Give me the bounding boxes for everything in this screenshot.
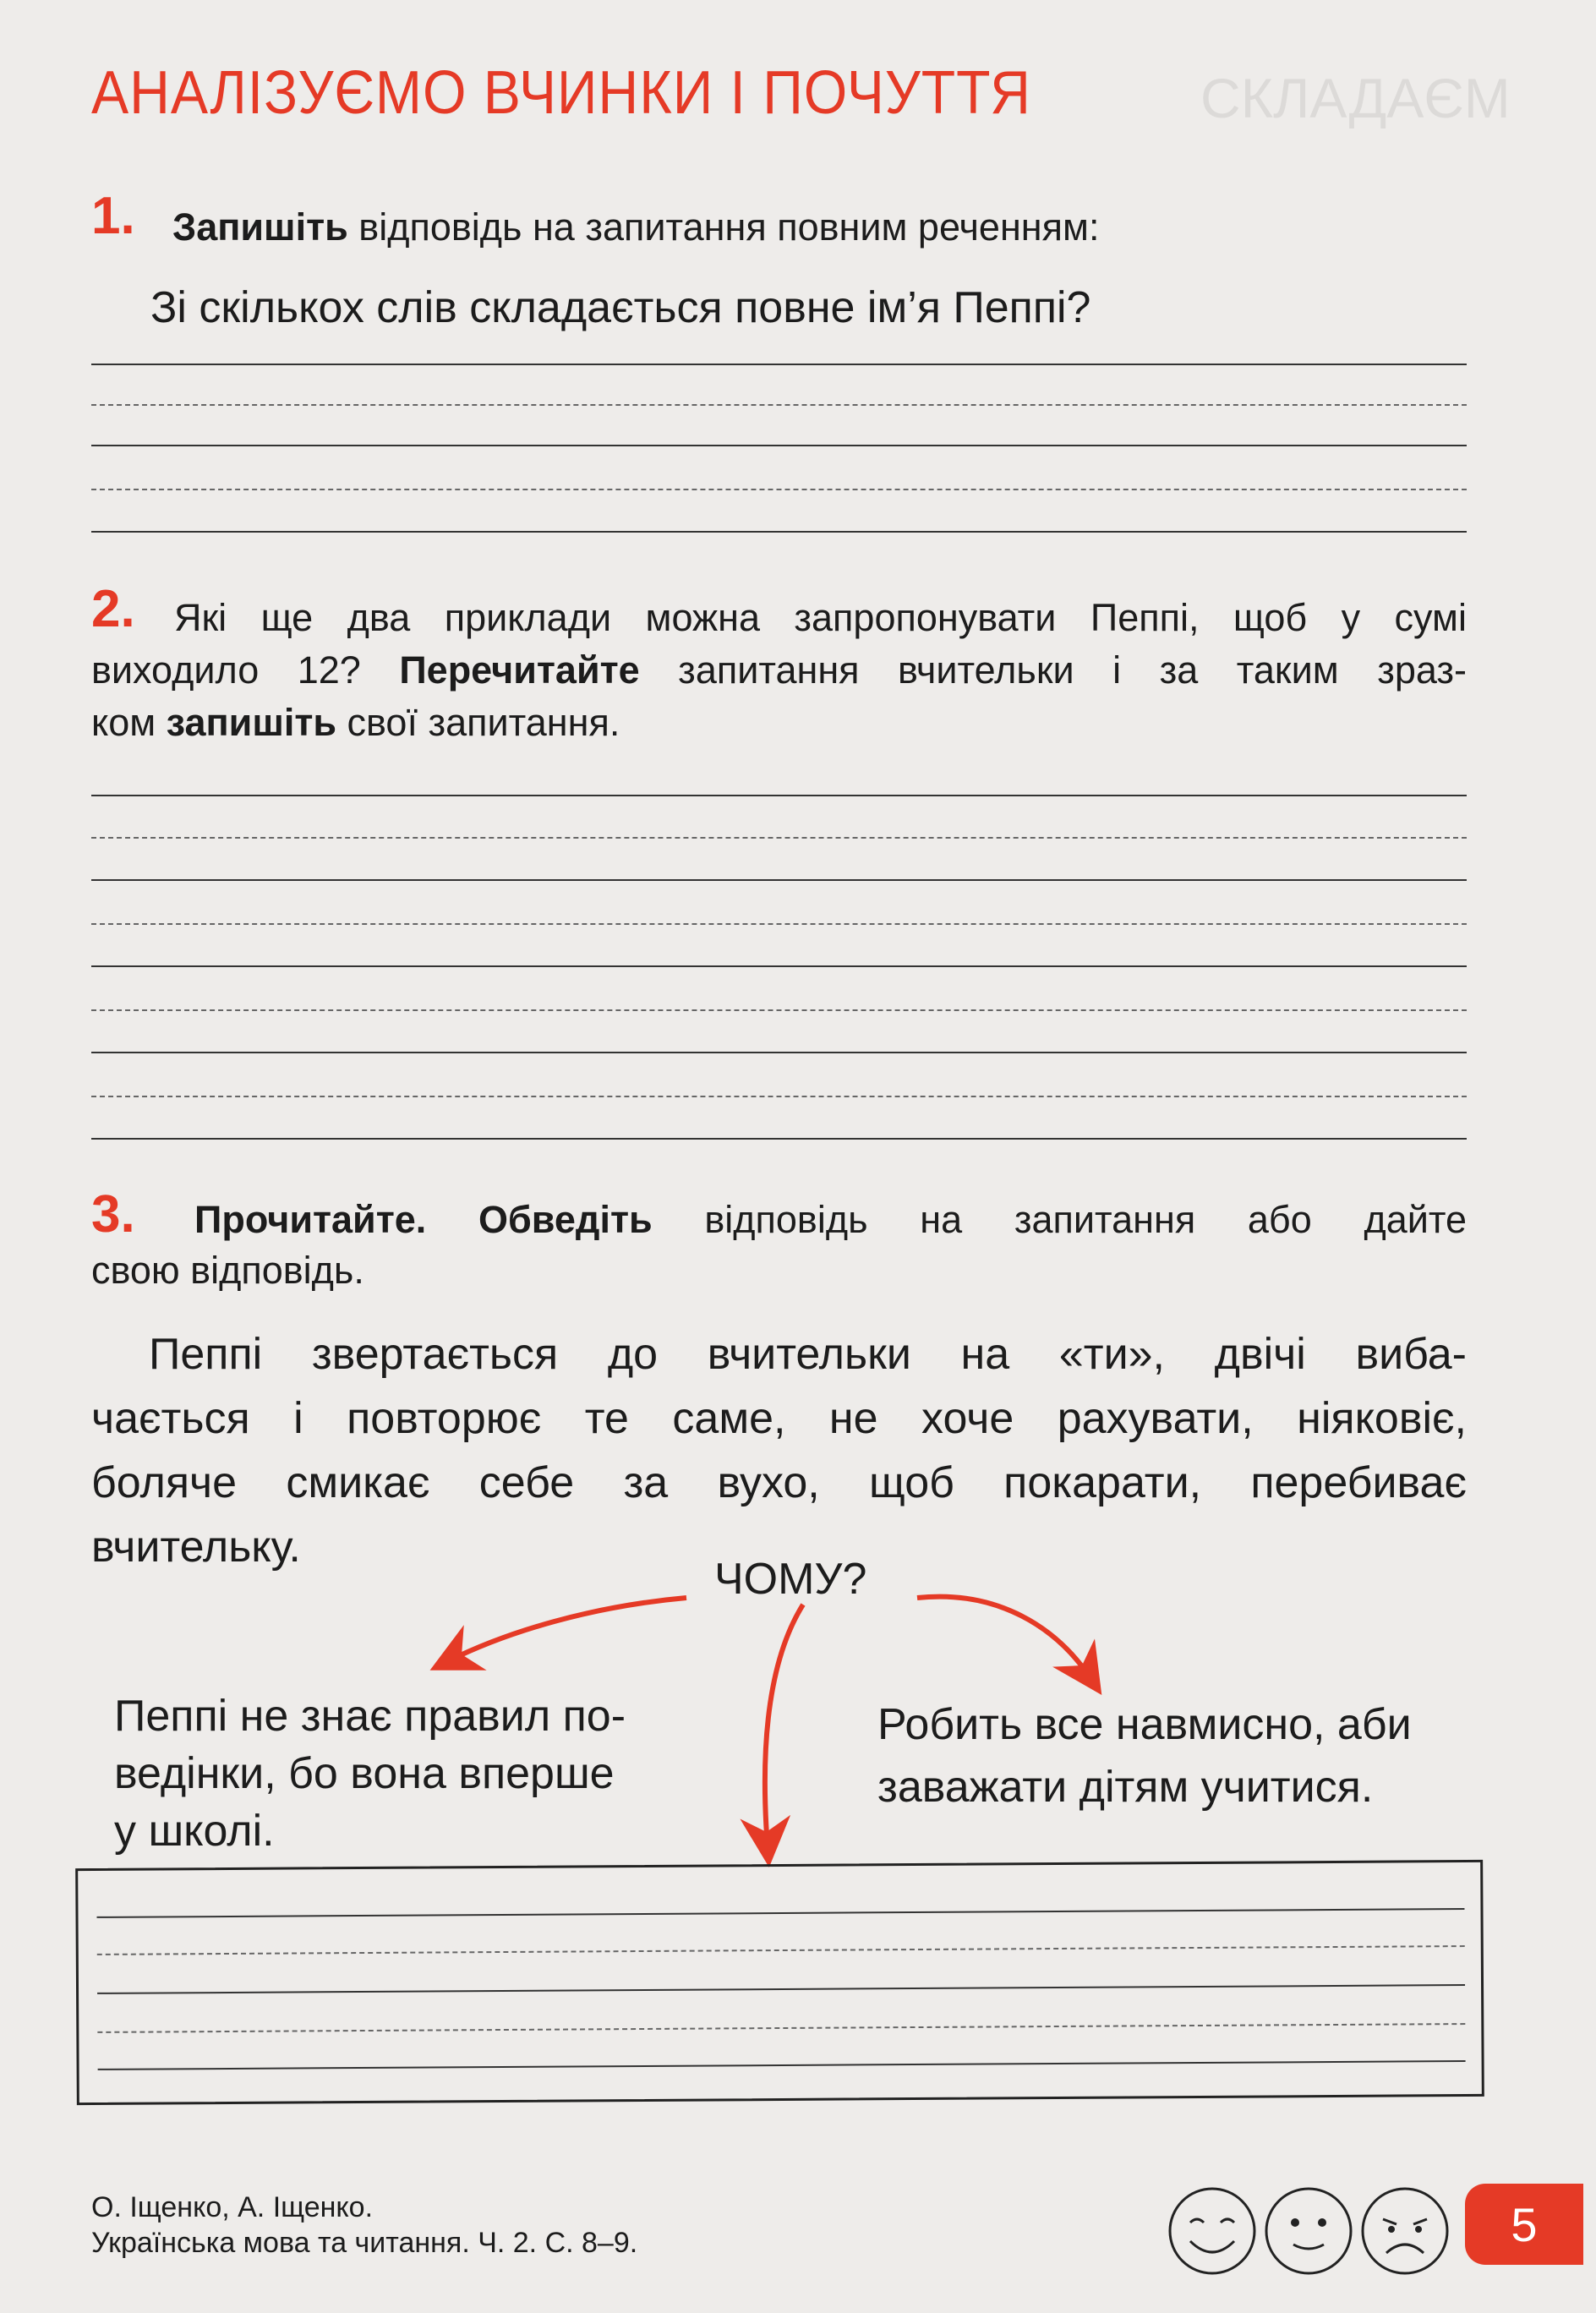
task3-instruction-end: свою відповідь. xyxy=(91,1249,364,1292)
arrow-left xyxy=(448,1598,686,1661)
page-number: 5 xyxy=(1465,2184,1583,2265)
writing-guide-line xyxy=(97,1945,1465,1955)
task3-paragraph: Пеппі звертається до вчительки на «ти», двічі виба- чається і повторює те саме, не хоче рахувати, ніяковіє, боляче смикає себе за вухо, щоб покарати, перебиває вчительку. xyxy=(91,1330,1467,1572)
task1-bold-verb: Запишіть xyxy=(172,205,348,249)
task3-instruction: Прочитайте. Обведіть відповідь на запитання або дайте свою відповідь. xyxy=(91,1187,1467,1304)
bleed-through-text: СКЛАДАЄМ xyxy=(1200,67,1511,129)
own-answer-box[interactable] xyxy=(75,1860,1484,2105)
footer-book: Українська мова та читання. Ч. 2. С. 8–9. xyxy=(91,2227,638,2259)
arrow-down xyxy=(765,1605,803,1847)
task2-line2: виходило 12? Перечитайте запитання вчительки і за таким зраз- xyxy=(91,648,1467,692)
arrow-right xyxy=(917,1597,1090,1678)
footer-citation xyxy=(91,2190,637,2261)
task1-instruction-rest: відповідь на запитання повним реченням: xyxy=(347,205,1100,249)
task3-number: 3. xyxy=(91,1185,135,1244)
task2-number: 2. xyxy=(91,580,135,638)
writing-guide-line xyxy=(97,2023,1465,2033)
task2-line1: Які ще два приклади можна запропонувати Пеппі, щоб у сумі xyxy=(174,596,1467,639)
answer-option-right[interactable]: Робить все навмисно, аби заважати дітям учитися. xyxy=(877,1700,1412,1812)
neutral-face-icon[interactable] xyxy=(1263,2185,1354,2277)
writing-line[interactable] xyxy=(97,1908,1465,1918)
task1-number: 1. xyxy=(91,187,135,245)
task1-question: Зі скількох слів складається повне ім’я Пеппі? xyxy=(150,283,1091,332)
happy-face-icon[interactable] xyxy=(1167,2185,1258,2277)
task3-bold-verbs: Прочитайте. Обведіть xyxy=(194,1198,653,1241)
footer-authors: О. Іщенко, А. Іщенко. xyxy=(91,2191,374,2223)
task2-line3: ком запишіть свої запитання. xyxy=(91,701,620,744)
page-title: АНАЛІЗУЄМО ВЧИНКИ І ПОЧУТТЯ xyxy=(91,59,1031,127)
writing-line[interactable] xyxy=(97,1984,1465,1994)
writing-line[interactable] xyxy=(98,2060,1466,2070)
why-question: ЧОМУ? xyxy=(714,1555,867,1604)
answer-option-left[interactable]: Пеппі не знає правил по- ведінки, бо вона вперше у школі. xyxy=(114,1692,626,1856)
sad-face-icon[interactable] xyxy=(1359,2185,1451,2277)
